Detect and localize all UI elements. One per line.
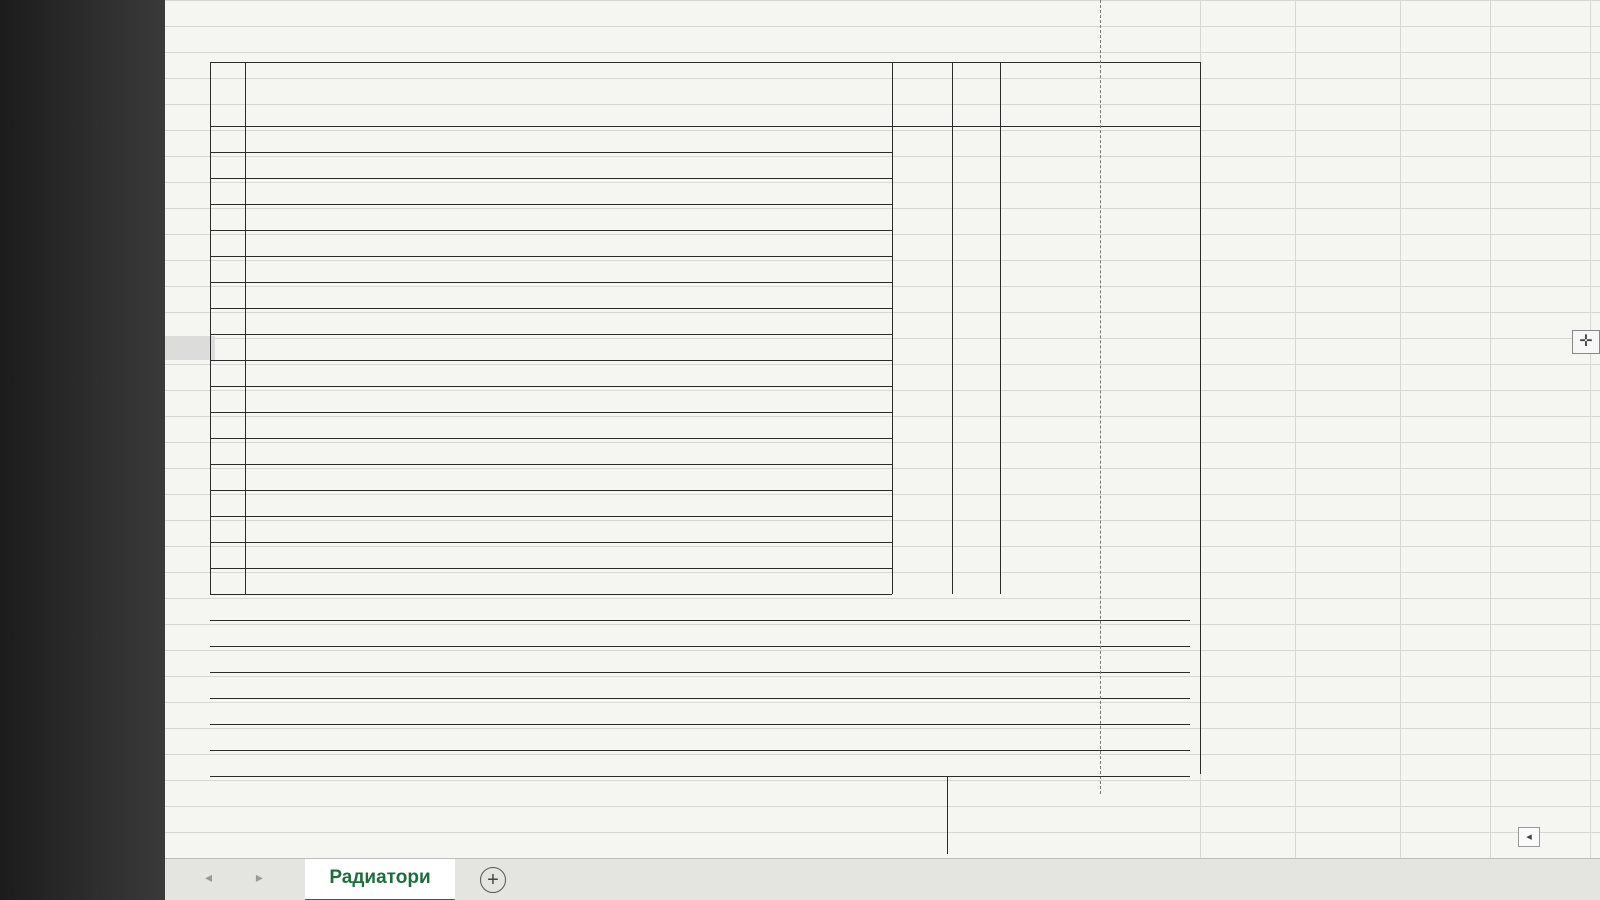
gridline-h [165, 156, 1600, 157]
gridline-h [165, 442, 1600, 443]
gridline-h [165, 754, 1600, 755]
row-number [165, 336, 215, 360]
gridline-h [165, 546, 1600, 547]
gridline-h [165, 624, 1600, 625]
gridline-h [165, 130, 1600, 131]
row-border [210, 542, 892, 543]
sheet-tab-bar [165, 831, 1600, 900]
gridline-h [165, 104, 1600, 105]
row-number [165, 414, 215, 438]
row-number [165, 128, 215, 152]
row-number [165, 570, 215, 594]
row-number [165, 180, 215, 204]
row-border [210, 464, 892, 465]
gridline-h [165, 286, 1600, 287]
gridline-h [165, 312, 1600, 313]
row-border [210, 568, 892, 569]
gridline-h [165, 598, 1600, 599]
row-number [165, 466, 215, 490]
row-number [165, 232, 215, 256]
excel-window [165, 0, 1600, 900]
gridline-v [1295, 0, 1296, 860]
col-border-unit [892, 62, 893, 594]
gridline-h [165, 572, 1600, 573]
gridline-h [165, 0, 1600, 1]
add-sheet-icon[interactable]: + [480, 867, 506, 893]
gridline-h [165, 728, 1600, 729]
gridline-h [165, 520, 1600, 521]
page-break-line [1100, 0, 1101, 794]
gridline-h [165, 416, 1600, 417]
header-bottom-border [210, 126, 1200, 127]
row-border [210, 594, 892, 595]
row-border [210, 178, 892, 179]
row-border [210, 620, 1190, 621]
worksheet-grid[interactable] [165, 0, 1600, 860]
col-border-qty [952, 62, 953, 594]
row-number [165, 544, 215, 568]
row-border [210, 750, 1190, 751]
row-border [210, 698, 1190, 699]
row-border [210, 204, 892, 205]
gridline-v [1490, 0, 1491, 860]
row-border [210, 230, 892, 231]
gridline-h [165, 806, 1600, 807]
gridline-v [1590, 0, 1591, 860]
row-number [165, 30, 215, 56]
cell-cursor-icon: ✛ [1572, 330, 1600, 354]
sheet-nav-arrows[interactable]: ◂ ▸ [205, 869, 283, 885]
row-number [165, 440, 215, 464]
gridline-h [165, 468, 1600, 469]
row-border [210, 672, 1190, 673]
gridline-h [165, 780, 1600, 781]
summary-box-top [210, 776, 1190, 777]
gridline-h [165, 78, 1600, 79]
col-border-right [1200, 62, 1201, 774]
col-border-left [210, 62, 211, 594]
monitor-bezel [0, 0, 165, 900]
gridline-h [165, 182, 1600, 183]
row-number [165, 284, 215, 308]
row-border [210, 412, 892, 413]
gridline-h [165, 208, 1600, 209]
gridline-h [165, 650, 1600, 651]
gridline-h [165, 390, 1600, 391]
gridline-h [165, 52, 1600, 53]
gridline-h [165, 338, 1600, 339]
row-number [165, 388, 215, 412]
gridline-h [165, 702, 1600, 703]
gridline-h [165, 832, 1600, 833]
row-border [210, 490, 892, 491]
gridline-h [165, 234, 1600, 235]
row-border [210, 516, 892, 517]
row-border [210, 152, 892, 153]
row-border [210, 438, 892, 439]
tab-radiatori[interactable]: Радиатори [305, 859, 455, 900]
row-border [210, 256, 892, 257]
row-border [210, 282, 892, 283]
summary-box-divider [947, 776, 948, 854]
row-number [165, 258, 215, 282]
gridline-h [165, 260, 1600, 261]
row-border [210, 334, 892, 335]
row-number [165, 518, 215, 542]
row-number [165, 154, 215, 178]
gridline-h [165, 364, 1600, 365]
gridline-h [165, 676, 1600, 677]
scroll-left-arrow[interactable]: ◂ [1518, 827, 1540, 847]
row-number [165, 310, 215, 334]
row-border [210, 724, 1190, 725]
gridline-h [165, 26, 1600, 27]
gridline-v [1400, 0, 1401, 860]
row-number [165, 362, 215, 386]
row-number [165, 206, 215, 230]
row-number [165, 492, 215, 516]
row-border [210, 308, 892, 309]
row-border [210, 646, 1190, 647]
col-border-price [1000, 62, 1001, 594]
table-top-border [210, 62, 1200, 63]
gridline-h [165, 494, 1600, 495]
row-border [210, 360, 892, 361]
col-border-no [245, 62, 246, 594]
row-number [165, 2, 215, 28]
row-border [210, 386, 892, 387]
